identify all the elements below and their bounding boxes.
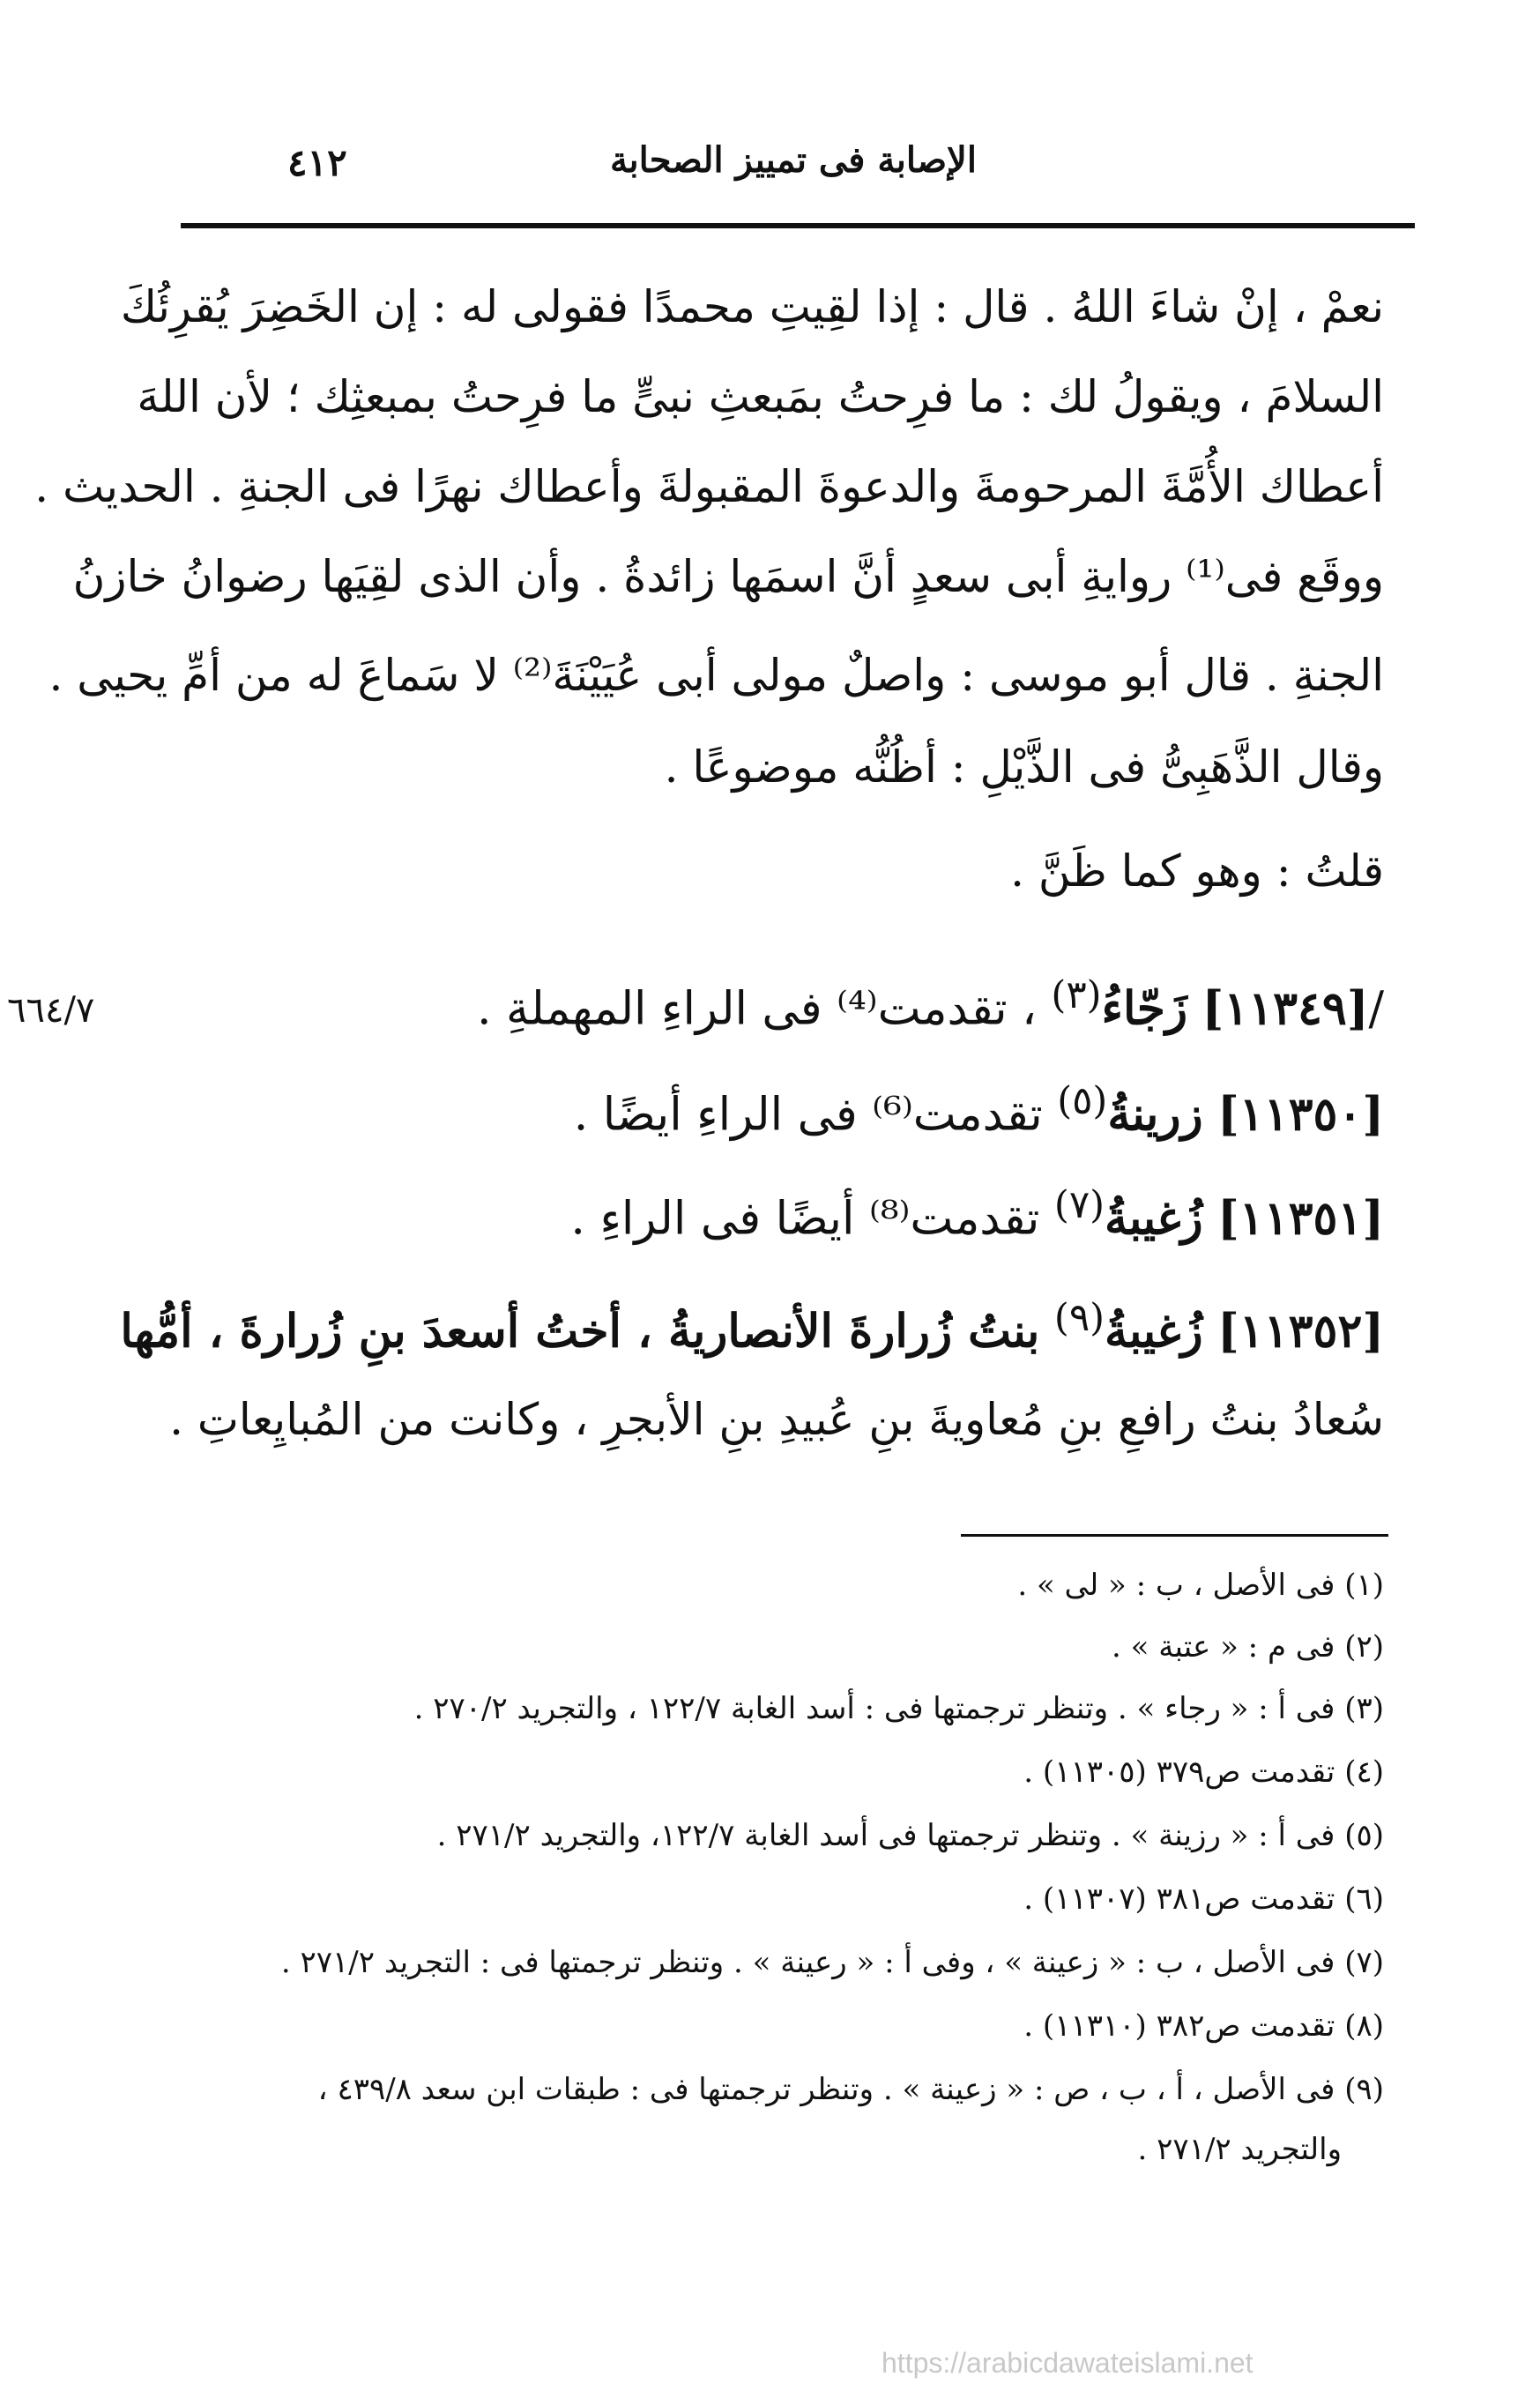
page-number: ٤١٢ xyxy=(287,141,347,184)
entry-number: [١١٣٥٠] xyxy=(1217,1087,1384,1142)
footnote: (١) فى الأصل ، ب : « لى » . xyxy=(1017,1568,1384,1603)
body-line: نعمْ ، إنْ شاءَ اللهُ . قال : إذا لقِيتِ محمدًا فقولى له : إن الخَضِرَ يُقرِئُكَ xyxy=(120,281,1384,332)
footnote-marker: (٧) xyxy=(1053,1183,1105,1227)
entry-text: ، تقدمت⁽⁴⁾ فى الراءِ المهملةِ . xyxy=(476,982,1037,1036)
footnote: (٨) تقدمت ص٣٨٢ (١١٣١٠) . xyxy=(1023,2008,1384,2044)
entry-number: [١١٣٥١] xyxy=(1217,1191,1384,1246)
footnote: (٥) فى أ : « رزينة » . وتنظر ترجمتها فى أسد الغابة ١٢٢/٧، والتجريد ٢٧١/٢ . xyxy=(436,1818,1384,1853)
footnote: والتجريد ٢٧١/٢ . xyxy=(1137,2132,1342,2167)
body-line: الجنةِ . قال أبو موسى : واصلٌ مولى أبى عُيَيْنَةَ⁽²⁾ لا سَماعَ له من أمِّ يحيى . xyxy=(48,650,1384,701)
footnote-marker: (٥) xyxy=(1057,1079,1108,1123)
footnote-divider xyxy=(961,1534,1388,1537)
entry-name: زُغيبةُ xyxy=(1105,1304,1203,1359)
entry-11351 xyxy=(167,1178,1384,1246)
entry-text: تقدمت⁽⁸⁾ أيضًا فى الراءِ . xyxy=(570,1192,1040,1246)
body-line: قلتُ : وهو كما ظَنَّ . xyxy=(1010,845,1384,897)
entry-number: [١١٣٥٢] xyxy=(1217,1304,1384,1359)
header-divider xyxy=(181,223,1415,228)
entry-11350 xyxy=(167,1074,1384,1142)
body-line: وقال الذَّهَبِىُّ فى الذَّيْلِ : أظُنُّه موضوعًا . xyxy=(664,741,1384,793)
margin-reference: ٦٦٤/٧ xyxy=(7,990,95,1031)
entry-11349 xyxy=(167,968,1384,1036)
entry-name: زَجّاءُ xyxy=(1101,981,1188,1036)
running-title: الإصابة فى تمييز الصحابة xyxy=(610,139,977,181)
entry-text: تقدمت⁽⁶⁾ فى الراءِ أيضًا . xyxy=(573,1088,1043,1142)
footnote: (٤) تقدمت ص٣٧٩ (١١٣٠٥) . xyxy=(1023,1754,1384,1790)
footnote: (٩) فى الأصل ، أ ، ب ، ص : « زعينة » . وتنظر ترجمتها فى : طبقات ابن سعد ٤٣٩/٨ ، xyxy=(317,2072,1384,2107)
body-line: أعطاك الأُمَّةَ المرحومةَ والدعوةَ المقبولةَ وأعطاك نهرًا فى الجنةِ . الحديث . xyxy=(34,461,1384,512)
footnote-marker: (٩) xyxy=(1053,1296,1105,1340)
entry-11352 xyxy=(120,1291,1384,1359)
footnote: (٢) فى م : « عتبة » . xyxy=(1112,1629,1384,1665)
watermark-url: https://arabicdawateislami.net xyxy=(882,2347,1254,2379)
footnote: (٧) فى الأصل ، ب : « زعينة » ، وفى أ : « رعينة » . وتنظر ترجمتها فى : التجريد ٢٧١/٢ . xyxy=(280,1945,1384,1980)
entry-prefix: / xyxy=(1368,982,1384,1036)
body-line: السلامَ ، ويقولُ لك : ما فرِحتُ بمَبعثِ نبىٍّ ما فرِحتُ بمبعثِك ؛ لأن اللهَ xyxy=(137,371,1384,422)
entry-continuation: سُعادُ بنتُ رافعِ بنِ مُعاويةَ بنِ عُبيدِ بنِ الأبجرِ ، وكانت من المُبايِعاتِ . xyxy=(169,1394,1384,1445)
footnote-marker: (٣) xyxy=(1051,973,1102,1017)
footnote: (٦) تقدمت ص٣٨١ (١١٣٠٧) . xyxy=(1023,1881,1384,1917)
body-line: ووقَع فى⁽¹⁾ روايةِ أبى سعدٍ أنَّ اسمَها زائدةُ . وأن الذى لقِيَها رضوانُ خازنُ xyxy=(72,551,1384,602)
entry-name: زرينةُ xyxy=(1107,1087,1203,1142)
entry-name: زُغيبةُ xyxy=(1105,1191,1203,1246)
entry-text: بنتُ زُرارةَ الأنصاريةُ ، أختُ أسعدَ بنِ زُرارةَ ، أمُّها xyxy=(120,1304,1040,1359)
entry-number: [١١٣٤٩] xyxy=(1201,981,1369,1036)
footnote: (٣) فى أ : « رجاء » . وتنظر ترجمتها فى : أسد الغابة ١٢٢/٧ ، والتجريد ٢٧٠/٢ . xyxy=(413,1691,1384,1726)
